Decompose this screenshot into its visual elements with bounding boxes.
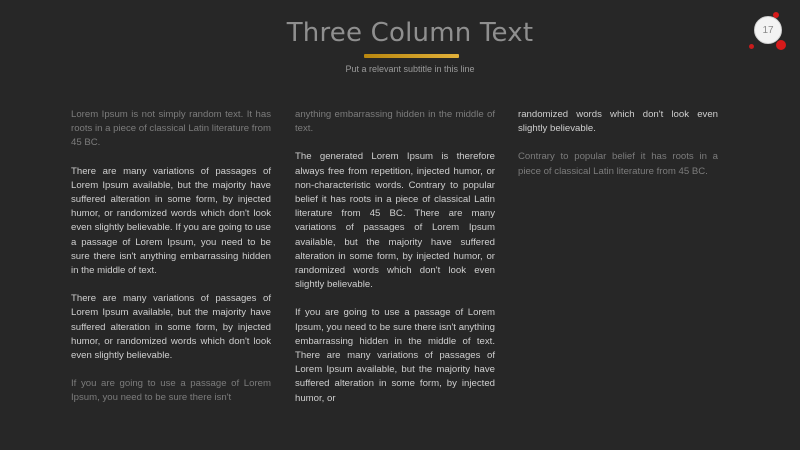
column-paragraph: If you are going to use a passage of Lorem Ipsum, you need to be sure there isn't anything embarrassing hidden in the middle of text. There are many variations of passages of Lorem Ipsum available, but the majority have suffered alteration in some form, by injected humor, or xyxy=(295,307,495,404)
text-column-2 xyxy=(295,108,495,420)
column-paragraph: The generated Lorem Ipsum is therefore always free from repetition, injected humor, or non-characteristic words. Contrary to popular belief it has roots in a piece of classical Latin literature from 45 BC. There are many variations of passages of Lorem Ipsum available, but the majority have suffered alteration in some form, by injected humor, or randomized words which don't look even slightly believable. xyxy=(295,151,495,291)
decorative-dot xyxy=(776,40,786,50)
column-paragraph: There are many variations of passages of Lorem Ipsum available, but the majority have suffered alteration in some form, by injected humor, or randomized words which don't look even slightly believable. xyxy=(71,293,271,362)
column-paragraph: anything embarrassing hidden in the middle of text. xyxy=(295,109,495,135)
page-number-badge: 17 xyxy=(754,16,782,44)
column-paragraph: Contrary to popular belief it has roots in a piece of classical Latin literature from 45 BC. xyxy=(518,151,718,177)
column-paragraph: randomized words which don't look even slightly believable. xyxy=(518,109,718,135)
column-paragraph: If you are going to use a passage of Lorem Ipsum, you need to be sure there isn't xyxy=(71,378,271,404)
column-paragraph: There are many variations of passages of Lorem Ipsum available, but the majority have suffered alteration in some form, by injected humor, or randomized words which don't look even slightly believable. If you are going to use a passage of Lorem Ipsum, you need to be sure there isn't anything embarrassing hidden in the middle of text. xyxy=(71,165,271,277)
text-column-3 xyxy=(518,108,718,193)
decorative-dot xyxy=(773,12,779,18)
text-column-1 xyxy=(71,108,271,420)
slide-title: Three Column Text xyxy=(286,18,534,48)
column-paragraph: Lorem Ipsum is not simply random text. It has roots in a piece of classical Latin literature from 45 BC. xyxy=(71,109,271,149)
decorative-dot xyxy=(749,44,754,49)
title-underline-bar xyxy=(364,54,459,58)
slide-subtitle: Put a relevant subtitle in this line xyxy=(345,64,475,74)
